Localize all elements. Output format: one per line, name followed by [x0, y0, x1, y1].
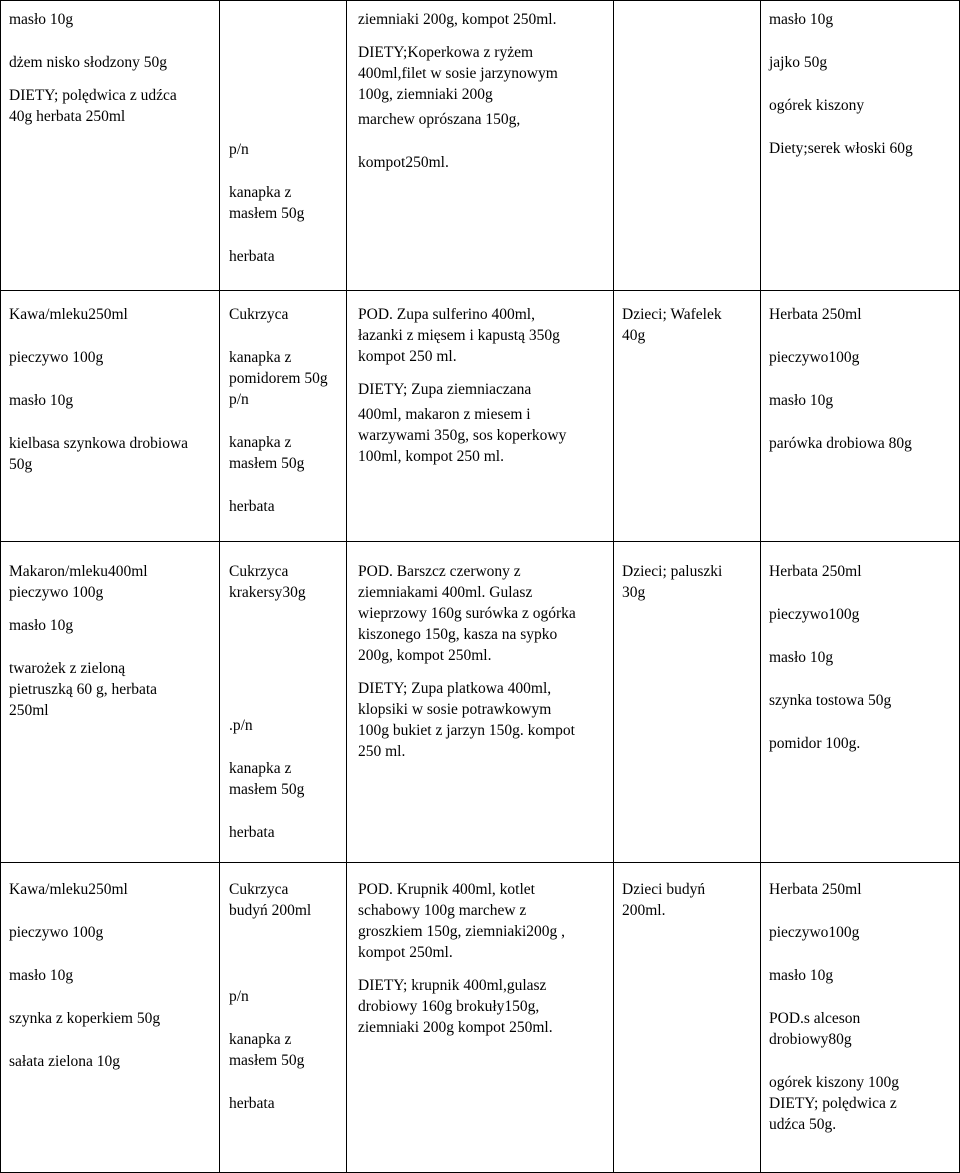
col-divider	[0, 0, 1, 1173]
menu-line: Herbata 250ml	[769, 306, 862, 323]
menu-line: udźca 50g.	[769, 1116, 837, 1133]
menu-line: kanapka z	[229, 184, 292, 201]
menu-line: herbata	[229, 1095, 275, 1112]
menu-line: 250 ml.	[358, 743, 406, 760]
menu-line: 100g, ziemniaki 200g	[358, 86, 493, 103]
menu-line: DIETY;Koperkowa z ryżem	[358, 44, 534, 61]
menu-line: ziemniaki 200g kompot 250ml.	[358, 1019, 553, 1036]
menu-line: drobiowy 160g brokuły150g,	[358, 998, 540, 1015]
menu-line: 200g, kompot 250ml.	[358, 647, 492, 664]
menu-line: masłem 50g	[229, 781, 305, 798]
menu-line: kompot 250ml.	[358, 944, 453, 961]
row2-breakfast-cell	[9, 304, 214, 475]
menu-line: warzywami 350g, sos koperkowy	[358, 427, 567, 444]
menu-line: POD. Krupnik 400ml, kotlet	[358, 881, 535, 898]
menu-line: drobiowy80g	[769, 1031, 852, 1048]
row4-breakfast-cell	[9, 879, 214, 1072]
menu-line: herbata	[229, 824, 275, 841]
menu-line: ziemniaki 200g, kompot 250ml.	[358, 11, 557, 28]
menu-line: kanapka z	[229, 1031, 292, 1048]
col-divider	[613, 0, 614, 1173]
row4-lunch-cell	[358, 879, 610, 1038]
menu-line: masło 10g	[9, 392, 74, 409]
menu-line: 30g	[622, 584, 646, 601]
menu-line: masłem 50g	[229, 455, 305, 472]
row2-dinner-cell	[769, 304, 957, 454]
menu-line: p/n	[229, 391, 249, 408]
row-divider	[0, 541, 960, 542]
row1-breakfast-cell	[9, 9, 214, 127]
menu-line: Diety;serek włoski 60g	[769, 140, 913, 157]
menu-line: szynka z koperkiem 50g	[9, 1010, 161, 1027]
menu-line: masło 10g	[769, 649, 834, 666]
menu-line: 40g	[622, 327, 646, 344]
menu-line: budyń 200ml	[229, 902, 312, 919]
row1-lunch-cell	[358, 9, 610, 173]
menu-line: 400ml, makaron z miesem i	[358, 406, 531, 423]
menu-line: dżem nisko słodzony 50g	[9, 54, 167, 71]
menu-line: DIETY; Zupa platkowa 400ml,	[358, 680, 552, 697]
menu-line: Dzieci; paluszki	[622, 563, 723, 580]
row1-second-breakfast-cell	[229, 139, 341, 267]
row3-second-breakfast-cell	[229, 561, 341, 843]
menu-line: 100g bukiet z jarzyn 150g. kompot	[358, 722, 575, 739]
menu-line: groszkiem 150g, ziemniaki200g ,	[358, 923, 566, 940]
menu-line: 40g herbata 250ml	[9, 108, 126, 125]
menu-line: klopsiki w sosie potrawkowym	[358, 701, 552, 718]
menu-line: p/n	[229, 141, 249, 158]
row3-lunch-cell	[358, 561, 610, 762]
menu-line: masło 10g	[9, 617, 74, 634]
row-divider	[0, 862, 960, 863]
menu-line: pietruszką 60 g, herbata	[9, 681, 158, 698]
menu-line: marchew oprószana 150g,	[358, 111, 521, 128]
row-divider	[0, 290, 960, 291]
menu-line: kiszonego 150g, kasza na sypko	[358, 626, 558, 643]
menu-line: 50g	[9, 456, 33, 473]
menu-line: kielbasa szynkowa drobiowa	[9, 435, 189, 452]
menu-line: Cukrzyca	[229, 563, 289, 580]
menu-line: kanapka z	[229, 760, 292, 777]
menu-line: 100ml, kompot 250 ml.	[358, 448, 504, 465]
menu-line: masło 10g	[769, 11, 834, 28]
menu-line: herbata	[229, 498, 275, 515]
menu-line: Herbata 250ml	[769, 563, 862, 580]
menu-line: kanapka z	[229, 434, 292, 451]
menu-line: DIETY; polędwica z udźca	[9, 87, 177, 104]
menu-line: kanapka z	[229, 349, 292, 366]
col-divider	[219, 0, 220, 1173]
row4-dinner-cell	[769, 879, 957, 1135]
row2-lunch-cell	[358, 304, 610, 467]
menu-line: Kawa/mleku250ml	[9, 881, 128, 898]
row1-dinner-cell	[769, 9, 957, 159]
menu-line: szynka tostowa 50g	[769, 692, 892, 709]
menu-line: p/n	[229, 988, 249, 1005]
menu-line: twarożek z zieloną	[9, 660, 126, 677]
menu-line: pieczywo100g	[769, 606, 860, 623]
menu-line: Dzieci budyń	[622, 881, 706, 898]
menu-line: masłem 50g	[229, 1052, 305, 1069]
menu-line: POD. Barszcz czerwony z	[358, 563, 521, 580]
menu-line: POD.s alceson	[769, 1010, 861, 1027]
menu-line: DIETY; krupnik 400ml,gulasz	[358, 977, 547, 994]
menu-line: 200ml.	[622, 902, 666, 919]
menu-line: ogórek kiszony 100g	[769, 1074, 900, 1091]
menu-line: 250ml	[9, 702, 49, 719]
col-divider	[760, 0, 761, 1173]
menu-line: kompot250ml.	[358, 154, 449, 171]
menu-line: Dzieci; Wafelek	[622, 306, 722, 323]
menu-line: pieczywo100g	[769, 924, 860, 941]
row3-snack-cell	[622, 561, 756, 603]
row4-second-breakfast-cell	[229, 879, 341, 1114]
menu-line: Cukrzyca	[229, 306, 289, 323]
menu-line: pieczywo 100g	[9, 924, 104, 941]
row4-snack-cell	[622, 879, 756, 921]
row3-breakfast-cell	[9, 561, 214, 721]
menu-line: Cukrzyca	[229, 881, 289, 898]
menu-line: jajko 50g	[769, 54, 828, 71]
menu-line: pieczywo 100g	[9, 584, 104, 601]
menu-line: schabowy 100g marchew z	[358, 902, 527, 919]
menu-line: Kawa/mleku250ml	[9, 306, 128, 323]
menu-line: DIETY; Zupa ziemniaczana	[358, 381, 532, 398]
menu-line: krakersy30g	[229, 584, 306, 601]
menu-line: masłem 50g	[229, 205, 305, 222]
menu-line: DIETY; polędwica z	[769, 1095, 897, 1112]
menu-line: pieczywo 100g	[9, 349, 104, 366]
menu-line: parówka drobiowa 80g	[769, 435, 912, 452]
menu-line: pomidorem 50g	[229, 370, 328, 387]
menu-line: pomidor 100g.	[769, 735, 861, 752]
col-divider	[346, 0, 347, 1173]
row-divider	[0, 0, 960, 1]
menu-line: Herbata 250ml	[769, 881, 862, 898]
menu-line: masło 10g	[769, 392, 834, 409]
menu-line: pieczywo100g	[769, 349, 860, 366]
menu-line: sałata zielona 10g	[9, 1053, 121, 1070]
menu-line: ogórek kiszony	[769, 97, 865, 114]
menu-line: ziemniakami 400ml. Gulasz	[358, 584, 533, 601]
menu-line: POD. Zupa sulferino 400ml,	[358, 306, 535, 323]
menu-line: herbata	[229, 248, 275, 265]
menu-line: łazanki z mięsem i kapustą 350g	[358, 327, 560, 344]
row2-second-breakfast-cell	[229, 304, 341, 517]
row3-dinner-cell	[769, 561, 957, 754]
menu-line: 400ml,filet w sosie jarzynowym	[358, 65, 558, 82]
menu-line: kompot 250 ml.	[358, 348, 457, 365]
menu-line: .p/n	[229, 717, 253, 734]
menu-line: masło 10g	[9, 967, 74, 984]
menu-line: Makaron/mleku400ml	[9, 563, 148, 580]
menu-line: wieprzowy 160g surówka z ogórka	[358, 605, 576, 622]
menu-line: masło 10g	[9, 11, 74, 28]
menu-line: masło 10g	[769, 967, 834, 984]
row2-snack-cell	[622, 304, 756, 346]
